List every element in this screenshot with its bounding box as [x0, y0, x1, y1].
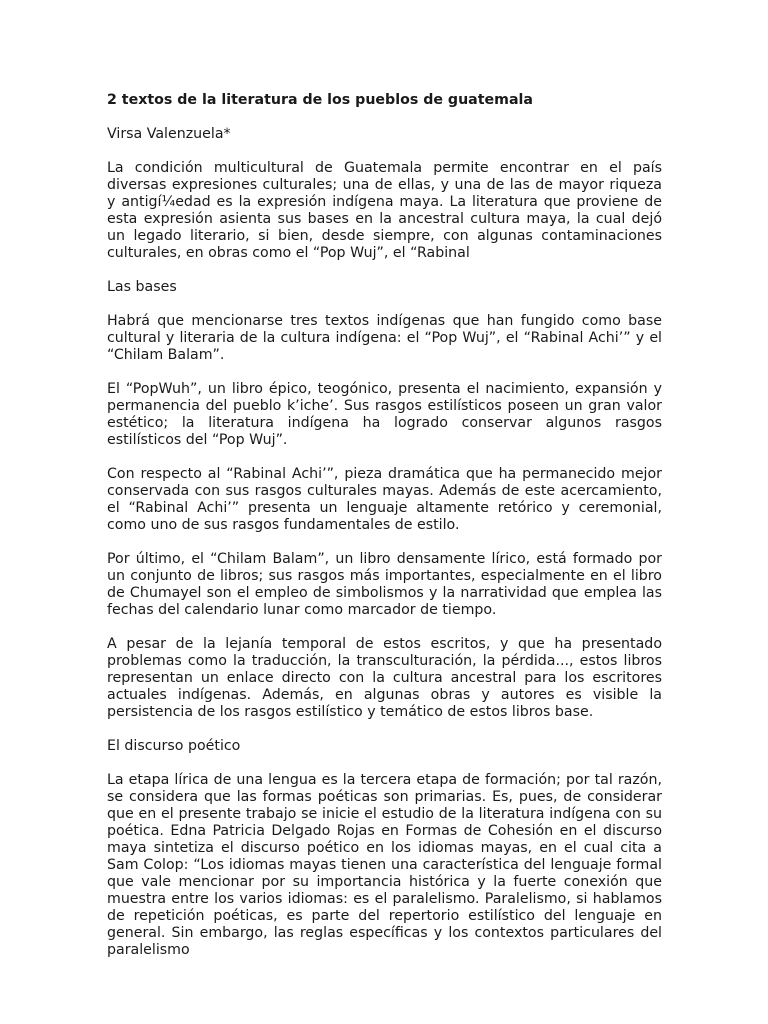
section-heading-discurso-poetico: El discurso poético: [107, 738, 241, 754]
paragraph: A pesar de la lejanía temporal de estos escritos, y que ha presentado problemas como la traducción, la transculturación, la pérdida..., estos libros representan un enlace directo con la cultura ancestral para los escritores actuales indígenas. Además, en algunas obras y autores es visible la persistencia de los rasgos estilístico y temático de estos libros base.: [107, 636, 662, 720]
document-title: 2 textos de la literatura de los pueblos de guatemala: [107, 92, 533, 108]
paragraph: Habrá que mencionarse tres textos indígenas que han fungido como base cultural y literaria de la cultura indígena: el “Pop Wuj”, el “Rabinal Achi’” y el “Chilam Balam”.: [107, 313, 662, 363]
paragraph: El “PopWuh”, un libro épico, teogónico, presenta el nacimiento, expansión y permanencia del pueblo k’iche’. Sus rasgos estilísticos poseen un gran valor estético; la literatura indígena ha logrado conservar algunos rasgos estilísticos del “Pop Wuj”.: [107, 381, 662, 448]
intro-paragraph: La condición multicultural de Guatemala permite encontrar en el país diversas expresiones culturales; una de ellas, y una de las de mayor riqueza y antigí¼edad es la expresión indígena maya. La literatura que proviene de esta expresión asienta sus bases en la ancestral cultura maya, la cual dejó un legado literario, si bien, desde siempre, con algunas contaminaciones culturales, en obras como el “Pop Wuj”, el “Rabinal: [107, 160, 662, 261]
paragraph: Con respecto al “Rabinal Achi’”, pieza dramática que ha permanecido mejor conservada con sus rasgos culturales mayas. Además de este acercamiento, el “Rabinal Achi’” presenta un lenguaje altamente retórico y ceremonial, como uno de sus rasgos fundamentales de estilo.: [107, 466, 662, 533]
paragraph: Por último, el “Chilam Balam”, un libro densamente lírico, está formado por un conjunto de libros; sus rasgos más importantes, especialmente en el libro de Chumayel son el empleo de simbolismos y la narratividad que emplea las fechas del calendario lunar como marcador de tiempo.: [107, 551, 662, 618]
section-heading-bases: Las bases: [107, 279, 177, 295]
document-page: [107, 92, 662, 976]
paragraph: La etapa lírica de una lengua es la tercera etapa de formación; por tal razón, se considera que las formas poéticas son primarias. Es, pues, de considerar que en el presente trabajo se inicie el estudio de la literatura indígena con su poética. Edna Patricia Delgado Rojas en Formas de Cohesión en el discurso maya sintetiza el discurso poético en los idiomas mayas, en el cual cita a Sam Colop: “Los idiomas mayas tienen una característica del lenguaje formal que vale mencionar por su importancia histórica y la fuerte conexión que muestra entre los varios idiomas: es el paralelismo. Paralelismo, si hablamos de repetición poéticas, es parte del repertorio estilístico del lenguaje en general. Sin embargo, las reglas específicas y los contextos particulares del paralelismo: [107, 772, 662, 958]
author-name: Virsa Valenzuela*: [107, 126, 231, 142]
